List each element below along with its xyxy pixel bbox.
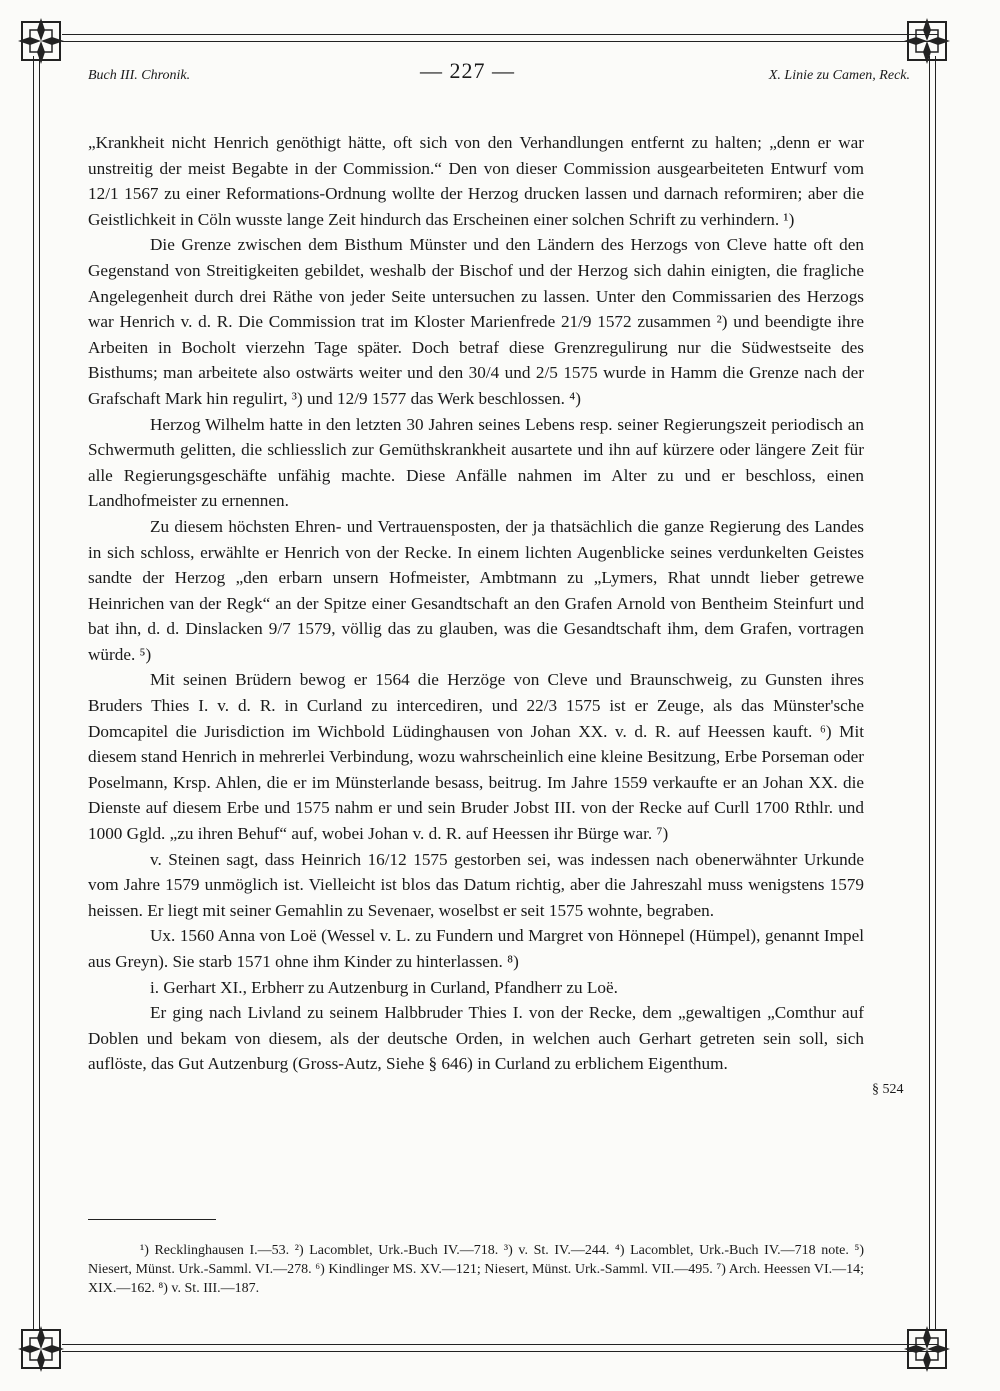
frame-right-rule	[929, 56, 936, 1331]
running-head	[88, 58, 910, 92]
genealogy-entry: i. Gerhart XI., Erbherr zu Autzenburg in Curland, Pfandherr zu Loë.	[150, 977, 618, 997]
frame-left-rule	[33, 56, 40, 1331]
ornament-corner-icon	[14, 14, 68, 68]
paragraph: Die Grenze zwischen dem Bisthum Münster und den Ländern des Herzogs von Cleve hatte oft den Gegenstand von Streitigkeiten gebildet, weshalb der Bischof und der Herzog sich dahin einigten, die fragliche Angelegenheit durch drei Räthe von jeder Seite untersuchen zu lassen. Unter den Commissarien des Herzogs war Henrich v. d. R. Die Commission trat im Kloster Marienfrede 21/9 1572 zusammen ²) und beendigte ihre Arbeiten in Bocholt vierzehn Tage später. Doch betraf diese Grenzregulirung nur die Südwestseite des Bisthums; man arbeitete also ostwärts weiter und den 30/4 und 2/5 1575 wurde in Hamm die Grenze nach der Grafschaft Mark hin regulirt, ³) und 12/9 1577 das Werk beschlossen. ⁴)	[88, 235, 864, 408]
frame-top-rule	[62, 34, 938, 42]
paragraph: v. Steinen sagt, dass Heinrich 16/12 1575 gestorben sei, was indessen nach obenerwähnter Urkunde vom Jahre 1579 unmöglich ist. Vielleicht ist blos das Datum richtig, aber die Jahreszahl muss wenigstens 1579 heissen. Er liegt mit seiner Gemahlin zu Sevenaer, woselbst er seit 1575 wohnte, begraben.	[88, 849, 864, 920]
body-text	[88, 130, 864, 1077]
paragraph: Zu diesem höchsten Ehren- und Vertrauensposten, der ja thatsächlich die ganze Regierung des Landes in sich schloss, erwählte er Henrich von der Recke. In einem lichten Augenblicke seines verdunkelten Geistes sandte der Herzog „den erbarn unsern Hofmeister, Ambtmann zu „Lymers, Rhat unndt lieber getrewe Heinrichen van der Regk“ an der Spitze einer Gesandtschaft an den Grafen Arnold von Bentheim Steinfurt und bat ihn, d. d. Dinslacken 9/7 1579, völlig das zu glauben, was die Gesandtschaft ihm, dem Grafen, vortragen würde. ⁵)	[88, 516, 864, 664]
frame-bottom-rule	[62, 1344, 938, 1352]
paragraph: Herzog Wilhelm hatte in den letzten 30 Jahren seines Lebens resp. seiner Regierungszeit periodisch an Schwermuth gelitten, die schliesslich zur Gemüthskrankheit ausartete und ihn auf kürzere oder längere Zeit für alle Regierungsgeschäfte unfähig machte. Diese Anfälle nahmen im Alter zu und er beschloss, einen Landhofmeister zu ernennen.	[88, 414, 864, 511]
ornament-corner-icon	[900, 1322, 954, 1376]
page-number: — 227 —	[420, 58, 515, 83]
footnotes: ¹) Recklinghausen I.—53. ²) Lacomblet, Urk.-Buch IV.—718. ³) v. St. IV.—244. ⁴) Lacomblet, Urk.-Buch IV.—718 note. ⁵) Niesert, Münst. Urk.-Samml. VI.—278. ⁶) Kindlinger MS. XV.—121; Niesert, Münst. Urk.-Samml. VII.—495. ⁷) Arch. Heessen VI.—14; XIX.—162. ⁸) v. St. III.—187.	[88, 1243, 864, 1296]
running-head-right: X. Linie zu Camen, Reck.	[768, 68, 910, 83]
paragraph: Mit seinen Brüdern bewog er 1564 die Herzöge von Cleve und Braunschweig, zu Gunsten ihres Bruders Thies I. v. d. R. in Curland zu intercediren, und 22/3 1575 ist er Zeuge, als das Münster'sche Domcapitel die Jurisdiction im Wichbold Lüdinghausen von Johan XX. v. d. R. auf Heessen kauft. ⁶) Mit diesem stand Henrich in mehrerlei Verbindung, wozu wahrscheinlich eine kleine Besitzung, Erbe Porseman oder Poselmann, Krsp. Ahlen, die er im Münsterlande besass, beitrug. Im Jahre 1559 verkaufte er an Johan XX. die Dienste auf diesem Erbe und 1575 nahm er und sein Bruder Jobst III. von der Recke auf Curll 1700 Rthlr. und 1000 Ggld. „zu ihren Behuf“ auf, wobei Johan v. d. R. auf Heessen ihr Bürge war. ⁷)	[88, 670, 864, 844]
section-marginal-note: § 524	[872, 1082, 904, 1097]
ornament-corner-icon	[14, 1322, 68, 1376]
paragraph: Ux. 1560 Anna von Loë (Wessel v. L. zu Fundern und Margret von Hönnepel (Hümpel), genannt Impel aus Greyn). Sie starb 1571 ohne ihm Kinder zu hinterlassen. ⁸)	[88, 926, 864, 971]
footnote-divider	[88, 1219, 216, 1220]
paragraph: „Krankheit nicht Henrich genöthigt hätte, oft sich von den Verhandlungen entfernt zu halten; „denn er war unstreitig der meist Begabte in der Commission.“ Den von dieser Commission ausgearbeiteten Entwurf vom 12/1 1567 zu einer Reformations-Ordnung wollte der Herzog drucken lassen und darnach reformiren; aber die Geistlichkeit in Cöln wusste lange Zeit hindurch das Erscheinen einer solchen Schrift zu verhindern. ¹)	[88, 133, 864, 229]
running-head-left: Buch III. Chronik.	[88, 68, 191, 83]
paragraph: Er ging nach Livland zu seinem Halbbruder Thies I. von der Recke, dem „gewaltigen „Comthur auf Doblen und bekam von diesem, als der deutsche Orden, in welchen auch Gerhart getreten sein soll, sich auflöste, das Gut Autzenburg (Gross-Autz, Siehe § 646) in Curland zu erblichem Eigenthum.	[88, 1003, 864, 1074]
ornament-corner-icon	[900, 14, 954, 68]
